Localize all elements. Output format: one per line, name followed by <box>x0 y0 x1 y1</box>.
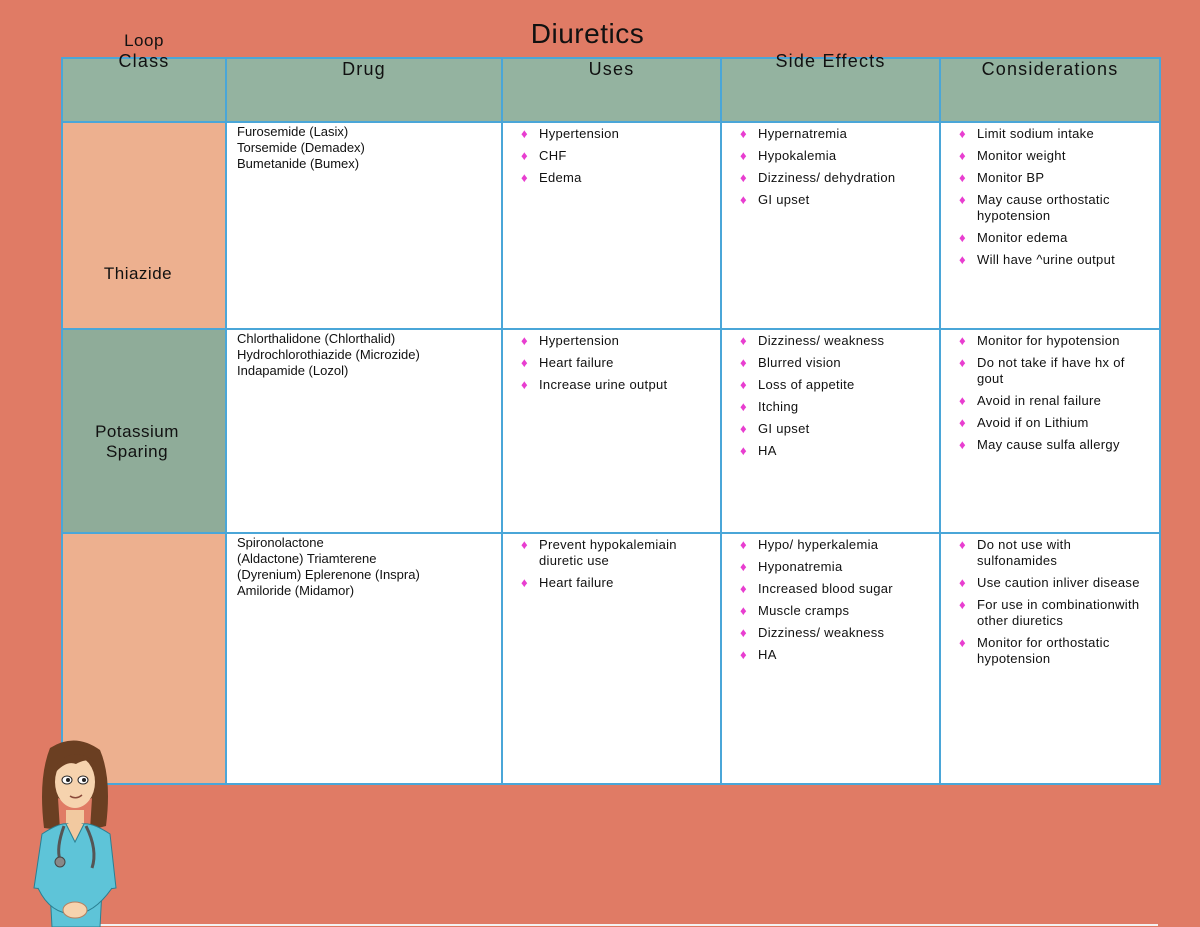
drug-name: Indapamide (Lozol) <box>237 363 349 378</box>
side-effects-list <box>722 534 939 663</box>
list-item-text: Monitor for hypotension <box>977 333 1120 348</box>
list-item <box>740 355 933 371</box>
list-item <box>959 126 1153 142</box>
list-item <box>521 170 714 186</box>
list-item-text: Increased blood sugar <box>758 581 893 596</box>
list-item-text: Itching <box>758 399 799 414</box>
header-class: Class <box>62 58 226 122</box>
drug-name: Furosemide (Lasix) <box>237 124 349 139</box>
considerations-list <box>941 534 1159 667</box>
list-item-text: Hypertension <box>539 126 620 141</box>
diuretics-table <box>61 31 1161 785</box>
drug-list <box>227 534 501 599</box>
list-item <box>959 252 1153 268</box>
diamond-bullet-icon: ♦ <box>959 597 966 612</box>
list-item-text: May cause orthostatic hypotension <box>977 192 1110 223</box>
diamond-bullet-icon: ♦ <box>740 355 747 370</box>
list-item <box>959 355 1153 387</box>
diamond-bullet-icon: ♦ <box>740 647 747 662</box>
list-item <box>740 377 933 393</box>
list-item <box>959 415 1153 431</box>
page-title: Diuretics <box>530 18 645 49</box>
list-item <box>740 537 933 553</box>
diamond-bullet-icon: ♦ <box>740 148 747 163</box>
drug-name: (Dyrenium) Eplerenone (Inspra) <box>237 567 420 582</box>
list-item <box>959 170 1153 186</box>
list-item <box>959 537 1153 569</box>
diamond-bullet-icon: ♦ <box>959 393 966 408</box>
list-item <box>959 635 1153 667</box>
drug-cell <box>226 122 502 329</box>
diamond-bullet-icon: ♦ <box>740 603 747 618</box>
diamond-bullet-icon: ♦ <box>740 625 747 640</box>
diamond-bullet-icon: ♦ <box>740 126 747 141</box>
drug-name: Hydrochlorothiazide (Microzide) <box>237 347 420 362</box>
header-drug: Drug <box>226 58 502 122</box>
diamond-bullet-icon: ♦ <box>740 399 747 414</box>
diamond-bullet-icon: ♦ <box>740 443 747 458</box>
list-item <box>740 581 933 597</box>
list-item <box>959 575 1153 591</box>
list-item <box>740 625 933 641</box>
list-item-text: Do not use with sulfonamides <box>977 537 1072 568</box>
considerations-cell <box>940 122 1160 329</box>
drug-list <box>227 330 501 379</box>
diamond-bullet-icon: ♦ <box>740 377 747 392</box>
table-row-potassium-sparing <box>62 533 1160 784</box>
list-item-text: Dizziness/ dehydration <box>758 170 896 185</box>
drug-cell <box>226 533 502 784</box>
list-item <box>740 333 933 349</box>
list-item <box>740 126 933 142</box>
list-item <box>740 192 933 208</box>
list-item-text: HA <box>758 647 777 662</box>
diamond-bullet-icon: ♦ <box>959 148 966 163</box>
list-item-text: Hypo/ hyperkalemia <box>758 537 879 552</box>
diamond-bullet-icon: ♦ <box>740 559 747 574</box>
list-item <box>740 170 933 186</box>
diamond-bullet-icon: ♦ <box>521 377 528 392</box>
list-item <box>521 333 714 349</box>
list-item <box>521 575 714 591</box>
uses-list <box>503 534 720 591</box>
considerations-list <box>941 330 1159 453</box>
list-item-text: Hypokalemia <box>758 148 837 163</box>
diamond-bullet-icon: ♦ <box>521 333 528 348</box>
class-cell-loop: Loop <box>62 122 226 329</box>
considerations-list <box>941 123 1159 268</box>
list-item-text: Blurred vision <box>758 355 841 370</box>
list-item <box>521 148 714 164</box>
considerations-cell <box>940 533 1160 784</box>
list-item-text: GI upset <box>758 421 810 436</box>
list-item <box>521 537 714 569</box>
list-item-text: For use in combinationwith other diuretics <box>977 597 1140 628</box>
footer-divider <box>62 924 1158 926</box>
uses-cell <box>502 329 721 533</box>
table-row-thiazide <box>62 329 1160 533</box>
drug-name: Chlorthalidone (Chlorthalid) <box>237 331 396 346</box>
diamond-bullet-icon: ♦ <box>959 333 966 348</box>
list-item-text: Hyponatremia <box>758 559 843 574</box>
diamond-bullet-icon: ♦ <box>521 575 528 590</box>
drug-name: Bumetanide (Bumex) <box>237 156 360 171</box>
list-item <box>959 437 1153 453</box>
drug-name: Amiloride (Midamor) <box>237 583 355 598</box>
list-item <box>740 443 933 459</box>
list-item <box>740 421 933 437</box>
list-item-text: Hypertension <box>539 333 620 348</box>
nurse-illustration <box>20 738 130 927</box>
list-item-text: CHF <box>539 148 567 163</box>
diamond-bullet-icon: ♦ <box>740 192 747 207</box>
diamond-bullet-icon: ♦ <box>959 192 966 207</box>
list-item-text: Edema <box>539 170 582 185</box>
list-item <box>959 148 1153 164</box>
list-item-text: Use caution inliver disease <box>977 575 1140 590</box>
side-effects-cell <box>721 122 940 329</box>
diamond-bullet-icon: ♦ <box>740 421 747 436</box>
list-item <box>521 126 714 142</box>
drug-name: Spironolactone <box>237 535 324 550</box>
uses-cell <box>502 533 721 784</box>
list-item-text: Increase urine output <box>539 377 668 392</box>
class-cell-thiazide: Thiazide <box>62 329 226 533</box>
diamond-bullet-icon: ♦ <box>521 355 528 370</box>
list-item <box>740 399 933 415</box>
diamond-bullet-icon: ♦ <box>959 635 966 650</box>
drug-name: (Aldactone) Triamterene <box>237 551 377 566</box>
list-item-text: Monitor weight <box>977 148 1066 163</box>
list-item <box>740 603 933 619</box>
considerations-cell <box>940 329 1160 533</box>
list-item-text: GI upset <box>758 192 810 207</box>
diamond-bullet-icon: ♦ <box>959 230 966 245</box>
list-item-text: Prevent hypokalemiain diuretic use <box>539 537 677 568</box>
list-item <box>740 148 933 164</box>
diamond-bullet-icon: ♦ <box>740 537 747 552</box>
class-cell-potassium-sparing: Potassium Sparing <box>62 533 226 784</box>
list-item-text: HA <box>758 443 777 458</box>
diamond-bullet-icon: ♦ <box>959 126 966 141</box>
diamond-bullet-icon: ♦ <box>521 148 528 163</box>
diamond-bullet-icon: ♦ <box>740 170 747 185</box>
diamond-bullet-icon: ♦ <box>521 170 528 185</box>
list-item-text: Do not take if have hx of gout <box>977 355 1125 386</box>
drug-name: Torsemide (Demadex) <box>237 140 365 155</box>
diamond-bullet-icon: ♦ <box>959 537 966 552</box>
list-item-text: Dizziness/ weakness <box>758 625 885 640</box>
list-item-text: Muscle cramps <box>758 603 850 618</box>
list-item-text: Monitor BP <box>977 170 1045 185</box>
drug-cell <box>226 329 502 533</box>
list-item-text: Hypernatremia <box>758 126 848 141</box>
diamond-bullet-icon: ♦ <box>959 415 966 430</box>
list-item-text: May cause sulfa allergy <box>977 437 1120 452</box>
header-uses: Uses <box>502 58 721 122</box>
list-item-text: Loss of appetite <box>758 377 855 392</box>
list-item-text: Heart failure <box>539 575 614 590</box>
side-effects-cell <box>721 533 940 784</box>
side-effects-cell <box>721 329 940 533</box>
list-item-text: Monitor edema <box>977 230 1068 245</box>
list-item-text: Monitor for orthostatic hypotension <box>977 635 1110 666</box>
uses-list <box>503 330 720 393</box>
list-item-text: Avoid in renal failure <box>977 393 1102 408</box>
diamond-bullet-icon: ♦ <box>959 252 966 267</box>
list-item-text: Avoid if on Lithium <box>977 415 1089 430</box>
list-item <box>740 559 933 575</box>
drug-list <box>227 123 501 172</box>
list-item <box>740 647 933 663</box>
header-side-effects: Side Effects <box>721 58 940 122</box>
diamond-bullet-icon: ♦ <box>959 355 966 370</box>
list-item-text: Dizziness/ weakness <box>758 333 885 348</box>
uses-cell <box>502 122 721 329</box>
list-item <box>959 393 1153 409</box>
list-item-text: Heart failure <box>539 355 614 370</box>
list-item <box>959 230 1153 246</box>
diamond-bullet-icon: ♦ <box>959 170 966 185</box>
list-item-text: Limit sodium intake <box>977 126 1094 141</box>
diamond-bullet-icon: ♦ <box>521 537 528 552</box>
list-item <box>959 333 1153 349</box>
diamond-bullet-icon: ♦ <box>521 126 528 141</box>
diamond-bullet-icon: ♦ <box>740 333 747 348</box>
list-item <box>521 355 714 371</box>
side-effects-list <box>722 123 939 208</box>
header-considerations: Considerations <box>940 58 1160 122</box>
list-item <box>959 597 1153 629</box>
table-row-loop <box>62 122 1160 329</box>
side-effects-list <box>722 330 939 459</box>
list-item <box>959 192 1153 224</box>
diamond-bullet-icon: ♦ <box>740 581 747 596</box>
list-item <box>521 377 714 393</box>
diamond-bullet-icon: ♦ <box>959 437 966 452</box>
diamond-bullet-icon: ♦ <box>959 575 966 590</box>
uses-list <box>503 123 720 186</box>
header-row <box>62 58 1160 122</box>
list-item-text: Will have ^urine output <box>977 252 1116 267</box>
